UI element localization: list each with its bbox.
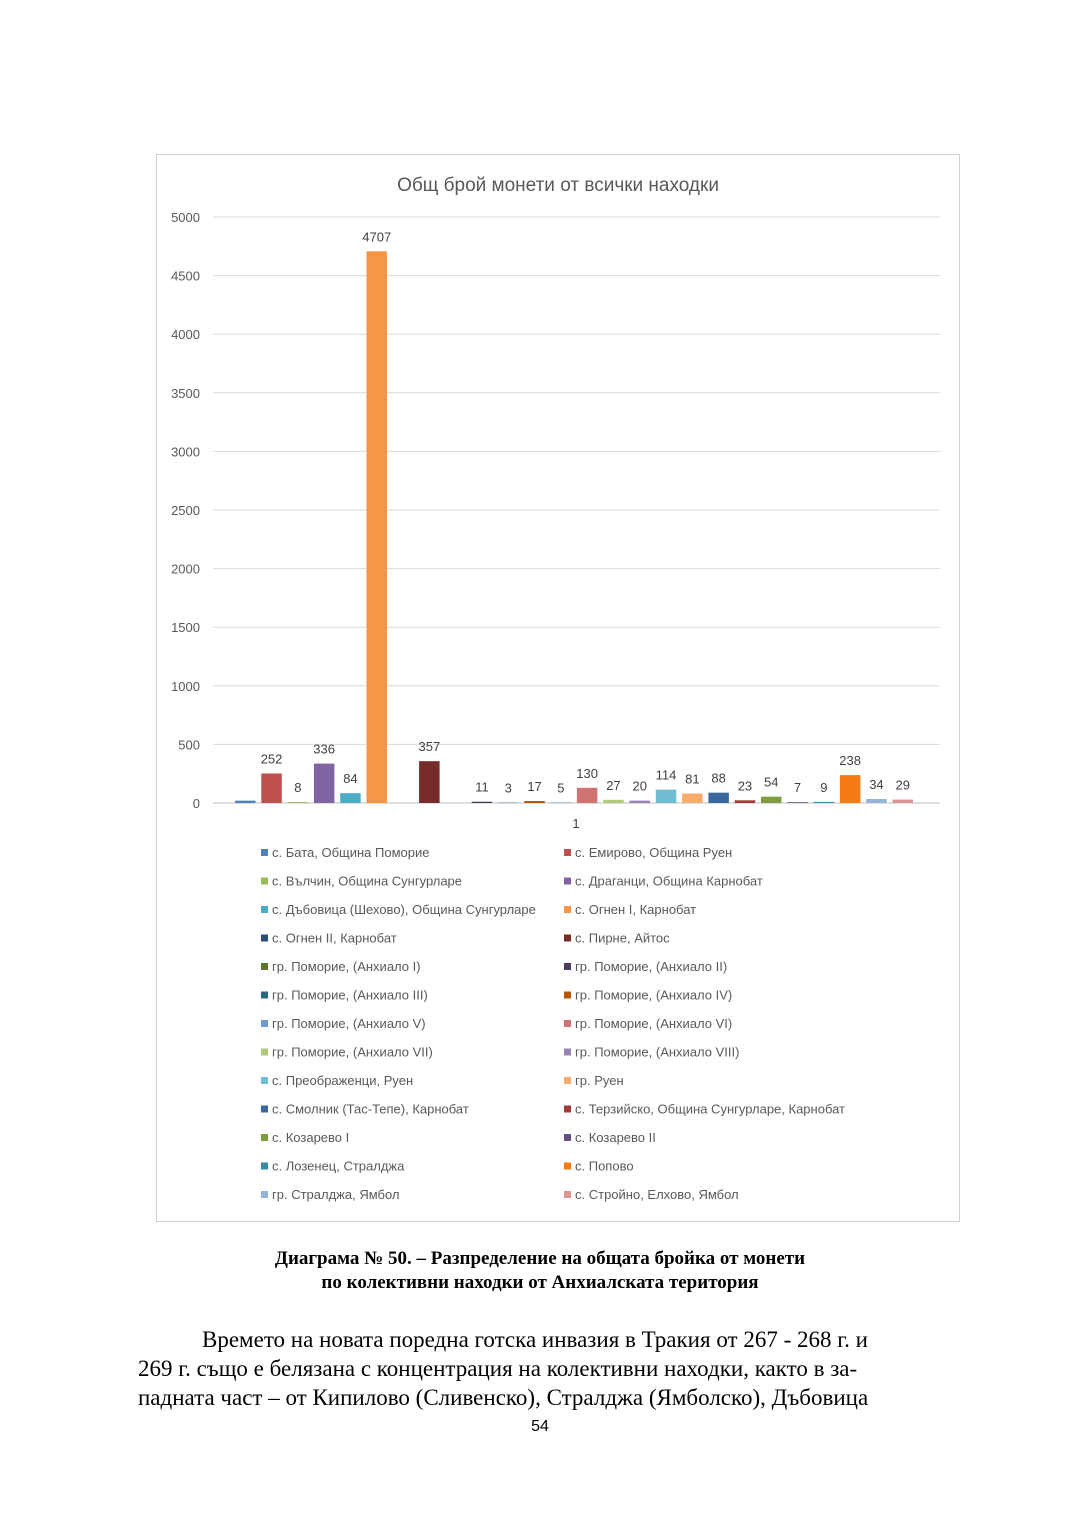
data-label-2: 252: [260, 751, 283, 767]
bar-5: [340, 793, 361, 803]
legend-swatch-17: [261, 1077, 268, 1084]
bar-8: [419, 761, 440, 803]
legend-entry-4: с. Драганци, Община Карнобат: [575, 873, 763, 889]
data-label-12: 17: [527, 779, 542, 795]
legend-swatch-7: [261, 935, 268, 942]
y-tick-label: 2500: [171, 503, 200, 518]
legend-entry-5: с. Дъбовица (Шехово), Община Сунгурларе: [272, 902, 536, 917]
legend-entry-13: гр. Поморие, (Анхиало V): [272, 1016, 426, 1031]
data-label-21: 54: [764, 774, 779, 790]
bar-4: [314, 764, 335, 803]
paragraph-line-2: 269 г. също е белязана с концентрация на колективни находки, както в за-: [138, 1356, 858, 1381]
data-label-6: 4707: [362, 229, 392, 245]
data-label-20: 23: [737, 778, 753, 794]
legend-swatch-23: [261, 1163, 268, 1170]
legend-entry-21: с. Козарево I: [272, 1130, 350, 1145]
data-label-26: 29: [895, 777, 910, 793]
chart-container: [156, 154, 960, 1222]
y-tick-label: 500: [178, 737, 200, 753]
bar-16: [630, 801, 651, 803]
legend-swatch-18: [564, 1077, 571, 1084]
legend-entry-18: гр. Руен: [575, 1073, 624, 1088]
bar-2: [261, 773, 282, 803]
legend-swatch-25: [261, 1191, 268, 1198]
legend-swatch-1: [261, 849, 268, 856]
data-label-3: 8: [294, 780, 302, 796]
data-label-14: 130: [576, 765, 599, 781]
bar-18: [682, 794, 703, 803]
bar-6: [367, 251, 388, 803]
legend-swatch-2: [564, 849, 571, 856]
bar-3: [288, 802, 309, 803]
legend-entry-8: с. Пирне, Айтос: [575, 930, 670, 946]
y-tick-label: 3500: [171, 385, 200, 401]
legend-swatch-11: [261, 992, 268, 999]
legend-swatch-19: [261, 1106, 268, 1113]
bar-24: [840, 775, 861, 803]
bar-17: [656, 790, 677, 803]
data-label-25: 34: [869, 777, 884, 793]
legend-swatch-13: [261, 1020, 268, 1027]
legend-swatch-8: [564, 935, 571, 942]
bar-14: [577, 788, 598, 803]
paragraph-line-3: падната част – от Кипилово (Сливенско), Стралджа (Ямболско), Дъбовица: [138, 1385, 869, 1410]
data-label-24: 238: [839, 753, 862, 769]
legend-entry-25: гр. Стралджа, Ямбол: [272, 1187, 400, 1202]
legend-swatch-14: [564, 1020, 571, 1027]
x-category-label: 1: [572, 816, 580, 831]
legend-swatch-12: [564, 992, 571, 999]
data-label-8: 357: [418, 739, 441, 755]
data-label-13: 5: [557, 780, 565, 796]
legend-entry-10: гр. Поморие, (Анхиало II): [575, 959, 728, 974]
legend-entry-16: гр. Поморие, (Анхиало VIII): [575, 1044, 740, 1060]
legend-entry-14: гр. Поморие, (Анхиало VI): [575, 1016, 733, 1031]
legend-swatch-20: [564, 1106, 571, 1113]
legend-entry-1: с. Бата, Община Поморие: [272, 845, 430, 860]
y-tick-label: 1000: [171, 678, 200, 694]
legend-entry-2: с. Емирово, Община Руен: [575, 845, 733, 860]
data-label-18: 81: [685, 771, 700, 787]
legend-swatch-24: [564, 1163, 571, 1170]
legend-entry-26: с. Стройно, Елхово, Ямбол: [575, 1187, 739, 1202]
legend-entry-17: с. Преображенци, Руен: [272, 1073, 414, 1088]
legend-entry-3: с. Вълчин, Община Сунгурларе: [272, 873, 463, 889]
bar-23: [814, 802, 835, 803]
legend-swatch-3: [261, 878, 268, 885]
bar-10: [472, 802, 493, 803]
data-label-4: 336: [313, 741, 336, 757]
legend-swatch-26: [564, 1191, 571, 1198]
chart-title: Общ брой монети от всички находки: [397, 175, 719, 196]
data-label-10: 11: [475, 779, 489, 795]
legend-entry-19: с. Смолник (Тас-Тепе), Карнобат: [272, 1101, 469, 1117]
data-label-15: 27: [606, 777, 621, 793]
data-label-19: 88: [711, 770, 726, 786]
bar-15: [603, 800, 624, 803]
legend-entry-12: гр. Поморие, (Анхиало IV): [575, 987, 733, 1003]
paragraph-line-1: Времето на новата поредна готска инвазия в Тракия от 267 - 268 г. и: [202, 1327, 868, 1352]
bar-22: [787, 802, 808, 803]
legend-entry-15: гр. Поморие, (Анхиало VII): [272, 1044, 433, 1060]
legend-entry-9: гр. Поморие, (Анхиало I): [272, 959, 421, 974]
legend-entry-11: гр. Поморие, (Анхиало III): [272, 987, 428, 1003]
figure-caption: [0, 1247, 1080, 1295]
bar-12: [524, 801, 545, 803]
bar-26: [893, 800, 914, 803]
legend-swatch-5: [261, 906, 268, 913]
bar-25: [866, 799, 887, 803]
body-paragraph: [138, 1325, 976, 1412]
y-tick-label: 0: [192, 796, 200, 811]
caption-line-2: по колективни находки от Анхиалската територия: [321, 1272, 759, 1293]
y-tick-label: 4500: [171, 268, 200, 284]
data-label-5: 84: [343, 771, 358, 787]
y-tick-label: 4000: [171, 327, 200, 343]
legend-swatch-21: [261, 1134, 268, 1141]
y-tick-label: 1500: [171, 620, 200, 636]
legend-swatch-9: [261, 963, 268, 970]
legend-swatch-4: [564, 878, 571, 885]
legend-entry-7: с. Огнен II, Карнобат: [272, 930, 397, 946]
data-label-16: 20: [632, 778, 647, 794]
legend-swatch-15: [261, 1049, 268, 1056]
bar-21: [761, 797, 782, 803]
legend-entry-22: с. Козарево II: [575, 1130, 656, 1145]
legend-entry-6: с. Огнен I, Карнобат: [575, 902, 697, 917]
legend-entry-24: с. Попово: [575, 1158, 634, 1174]
y-tick-label: 2000: [171, 561, 200, 577]
legend-swatch-16: [564, 1049, 571, 1056]
page-number: 54: [531, 1418, 549, 1435]
bar-19: [708, 793, 729, 803]
legend-swatch-10: [564, 963, 571, 970]
bar-20: [735, 800, 756, 803]
y-tick-label: 5000: [171, 210, 200, 225]
chart-svg: [157, 155, 959, 1221]
legend-swatch-22: [564, 1134, 571, 1141]
bar-1: [235, 801, 256, 803]
legend-swatch-6: [564, 906, 571, 913]
legend-entry-20: с. Терзийско, Община Сунгурларе, Карнобат: [575, 1101, 845, 1117]
data-label-17: 114: [655, 767, 677, 783]
data-label-22: 7: [793, 780, 802, 796]
legend-entry-23: с. Лозенец, Стралджа: [272, 1158, 405, 1174]
bar-13: [551, 802, 572, 803]
data-label-11: 3: [504, 780, 512, 796]
data-label-23: 9: [820, 779, 828, 795]
caption-line-1: Диаграма № 50. – Разпределение на общата бройка от монети: [274, 1248, 806, 1269]
y-tick-label: 3000: [171, 444, 200, 460]
